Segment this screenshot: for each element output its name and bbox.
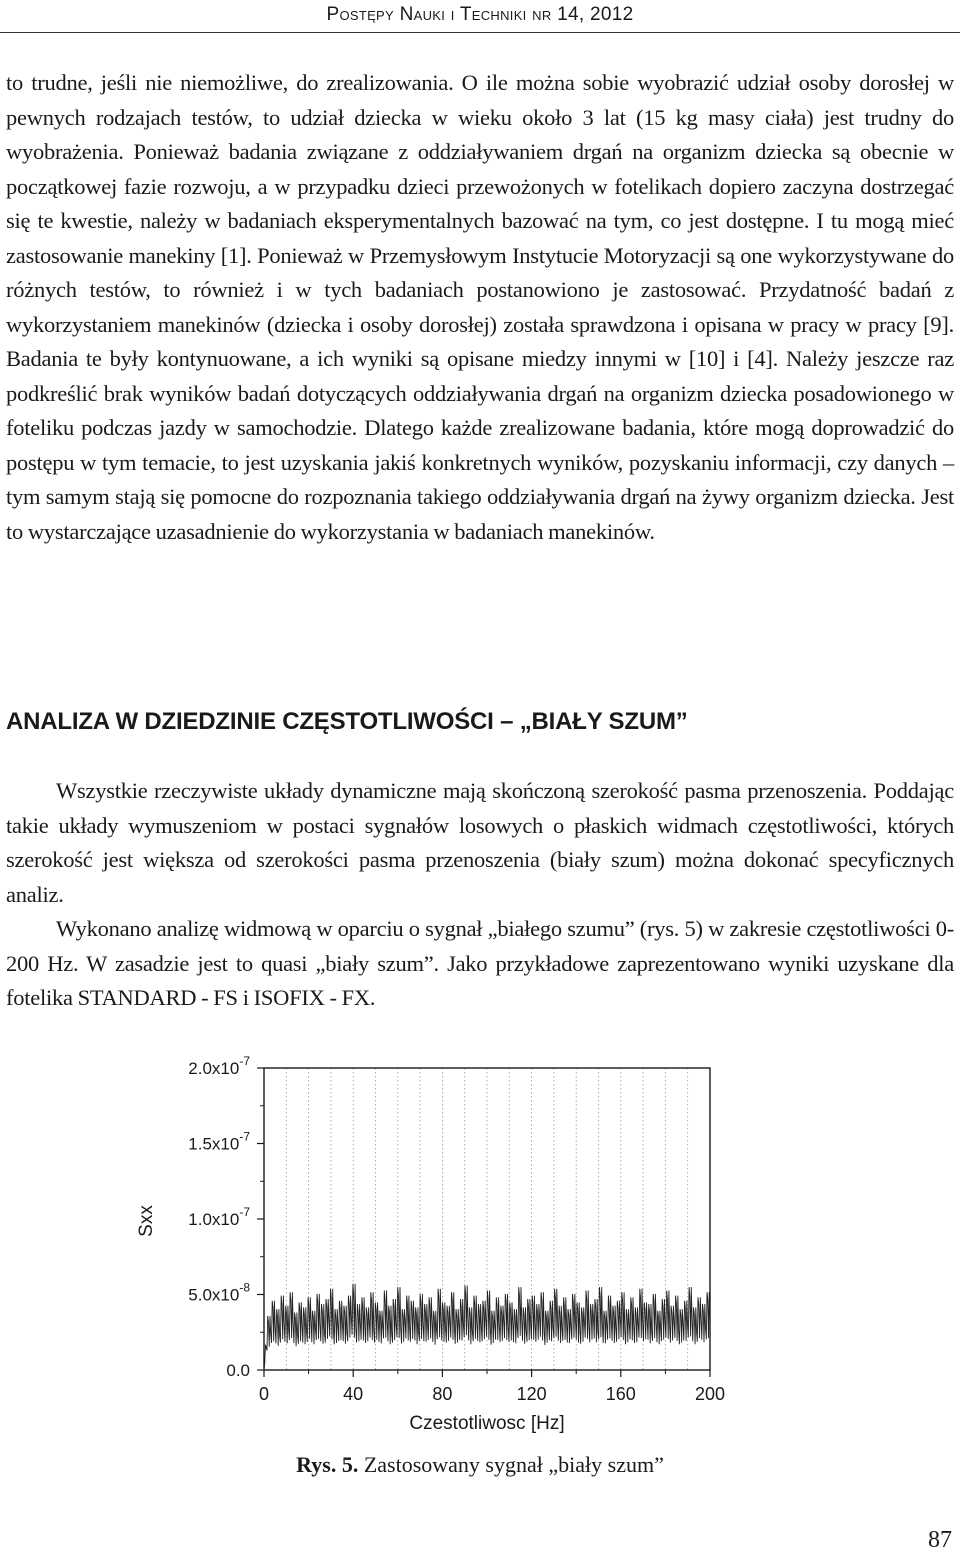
section-heading: ANALIZA W DZIEDZINIE CZĘSTOTLIWOŚCI – „BIAŁY SZUM” xyxy=(6,708,688,735)
page-number: 87 xyxy=(928,1527,952,1553)
figure-caption-text: Zastosowany sygnał „biały szum” xyxy=(358,1452,664,1477)
chart-axes xyxy=(188,1054,725,1404)
chart-x-tick-label: 160 xyxy=(605,1384,636,1404)
paragraph-1: to trudne, jeśli nie niemożliwe, do zrealizowania. O ile można sobie wyobrazić udział osoby dorosłej w pewnych rodzajach testów, to udział dziecka w wieku około 3 lat (15 kg masy ciała) jest trudny do wyobrażenia. Ponieważ badania związane z oddziaływaniem drgań na organizm dziecka są obecnie w początkowej fazie rozwoju, a w przypadku dzieci przewożonych w fotelikach dopiero zaczyna dostrzegać się te kwestie, należy w badaniach eksperymentalnych bazować na tym, co jest dostępne. I tu mogą mieć zastosowanie manekiny [1]. Ponieważ w Przemysłowym Instytucie Motoryzacji są one wykorzystywane do różnych testów, to również i w tych badaniach postanowiono je zastosować. Przydatność badań z wykorzystaniem manekinów (dziecka i osoby dorosłej) została sprawdzona i opisana w pracy w pracy [9]. Badania te były kontynuowane, a ich wyniki są opisane miedzy innymi w [10] i [4]. Należy jeszcze raz podkreślić brak wyników badań dotyczących oddziaływania drgań na organizm dziecka posadowionego w foteliku podczas jazdy w samochodzie. Dlatego każde zrealizowane badania, które mogą doprowadzić do postępu w tym temacie, to jest uzyskania jakiś konkretnych wyników, pozyskaniu informacji, czy danych – tym samym stają się pomocne do rozpoznania takiego oddziaływania drgań na żywy organizm dziecka. Jest to wystarczające uzasadnienie do wykorzystania w badaniach manekinów. xyxy=(6,70,954,544)
chart-x-tick-label: 200 xyxy=(694,1384,726,1404)
chart-x-tick-label: 0 xyxy=(258,1384,270,1404)
chart-y-tick-label: $2.0x10^{-7}$ xyxy=(188,1054,250,1078)
chart-y-axis-label: Sxx xyxy=(136,1205,157,1237)
running-header: Postępy Nauki i Techniki nr 14, 2012 xyxy=(326,4,634,25)
chart-x-tick-label: 120 xyxy=(516,1384,547,1404)
header-rule xyxy=(0,32,960,33)
chart-y-tick-label: 0.0 xyxy=(226,1361,250,1380)
paragraph-3: Wykonano analizę widmową w oparciu o sygnał „białego szumu” (rys. 5) w zakresie częstotliwości 0-200 Hz. W zasadzie jest to quasi „biały szum”. Jako przykładowe zaprezentowano wyniki uzyskane dla fotelika STANDARD - FS i ISOFIX - FX. xyxy=(6,916,954,1010)
white-noise-chart xyxy=(120,1040,740,1440)
chart-y-tick-label: $1.0x10^{-7}$ xyxy=(188,1205,250,1229)
chart-y-tick-label: $5.0x10^{-8}$ xyxy=(188,1280,250,1305)
figure-caption-label: Rys. 5. xyxy=(296,1452,359,1477)
chart-y-tick-label: $1.5x10^{-7}$ xyxy=(188,1129,250,1154)
chart-x-tick-label: 40 xyxy=(343,1384,364,1404)
chart-x-tick-label: 80 xyxy=(432,1384,453,1404)
paragraph-2: Wszystkie rzeczywiste układy dynamiczne mają skończoną szerokość pasma przenoszenia. Poddając takie układy wymuszeniom w postaci sygnałów losowych o płaskich widmach częstotliwości, których szerokość jest większa od szerokości pasma przenoszenia (biały szum) można dokonać specyficznych analiz. xyxy=(6,778,954,907)
chart-x-axis-label: Czestotliwosc [Hz] xyxy=(409,1413,565,1434)
figure-caption xyxy=(0,1452,960,1478)
